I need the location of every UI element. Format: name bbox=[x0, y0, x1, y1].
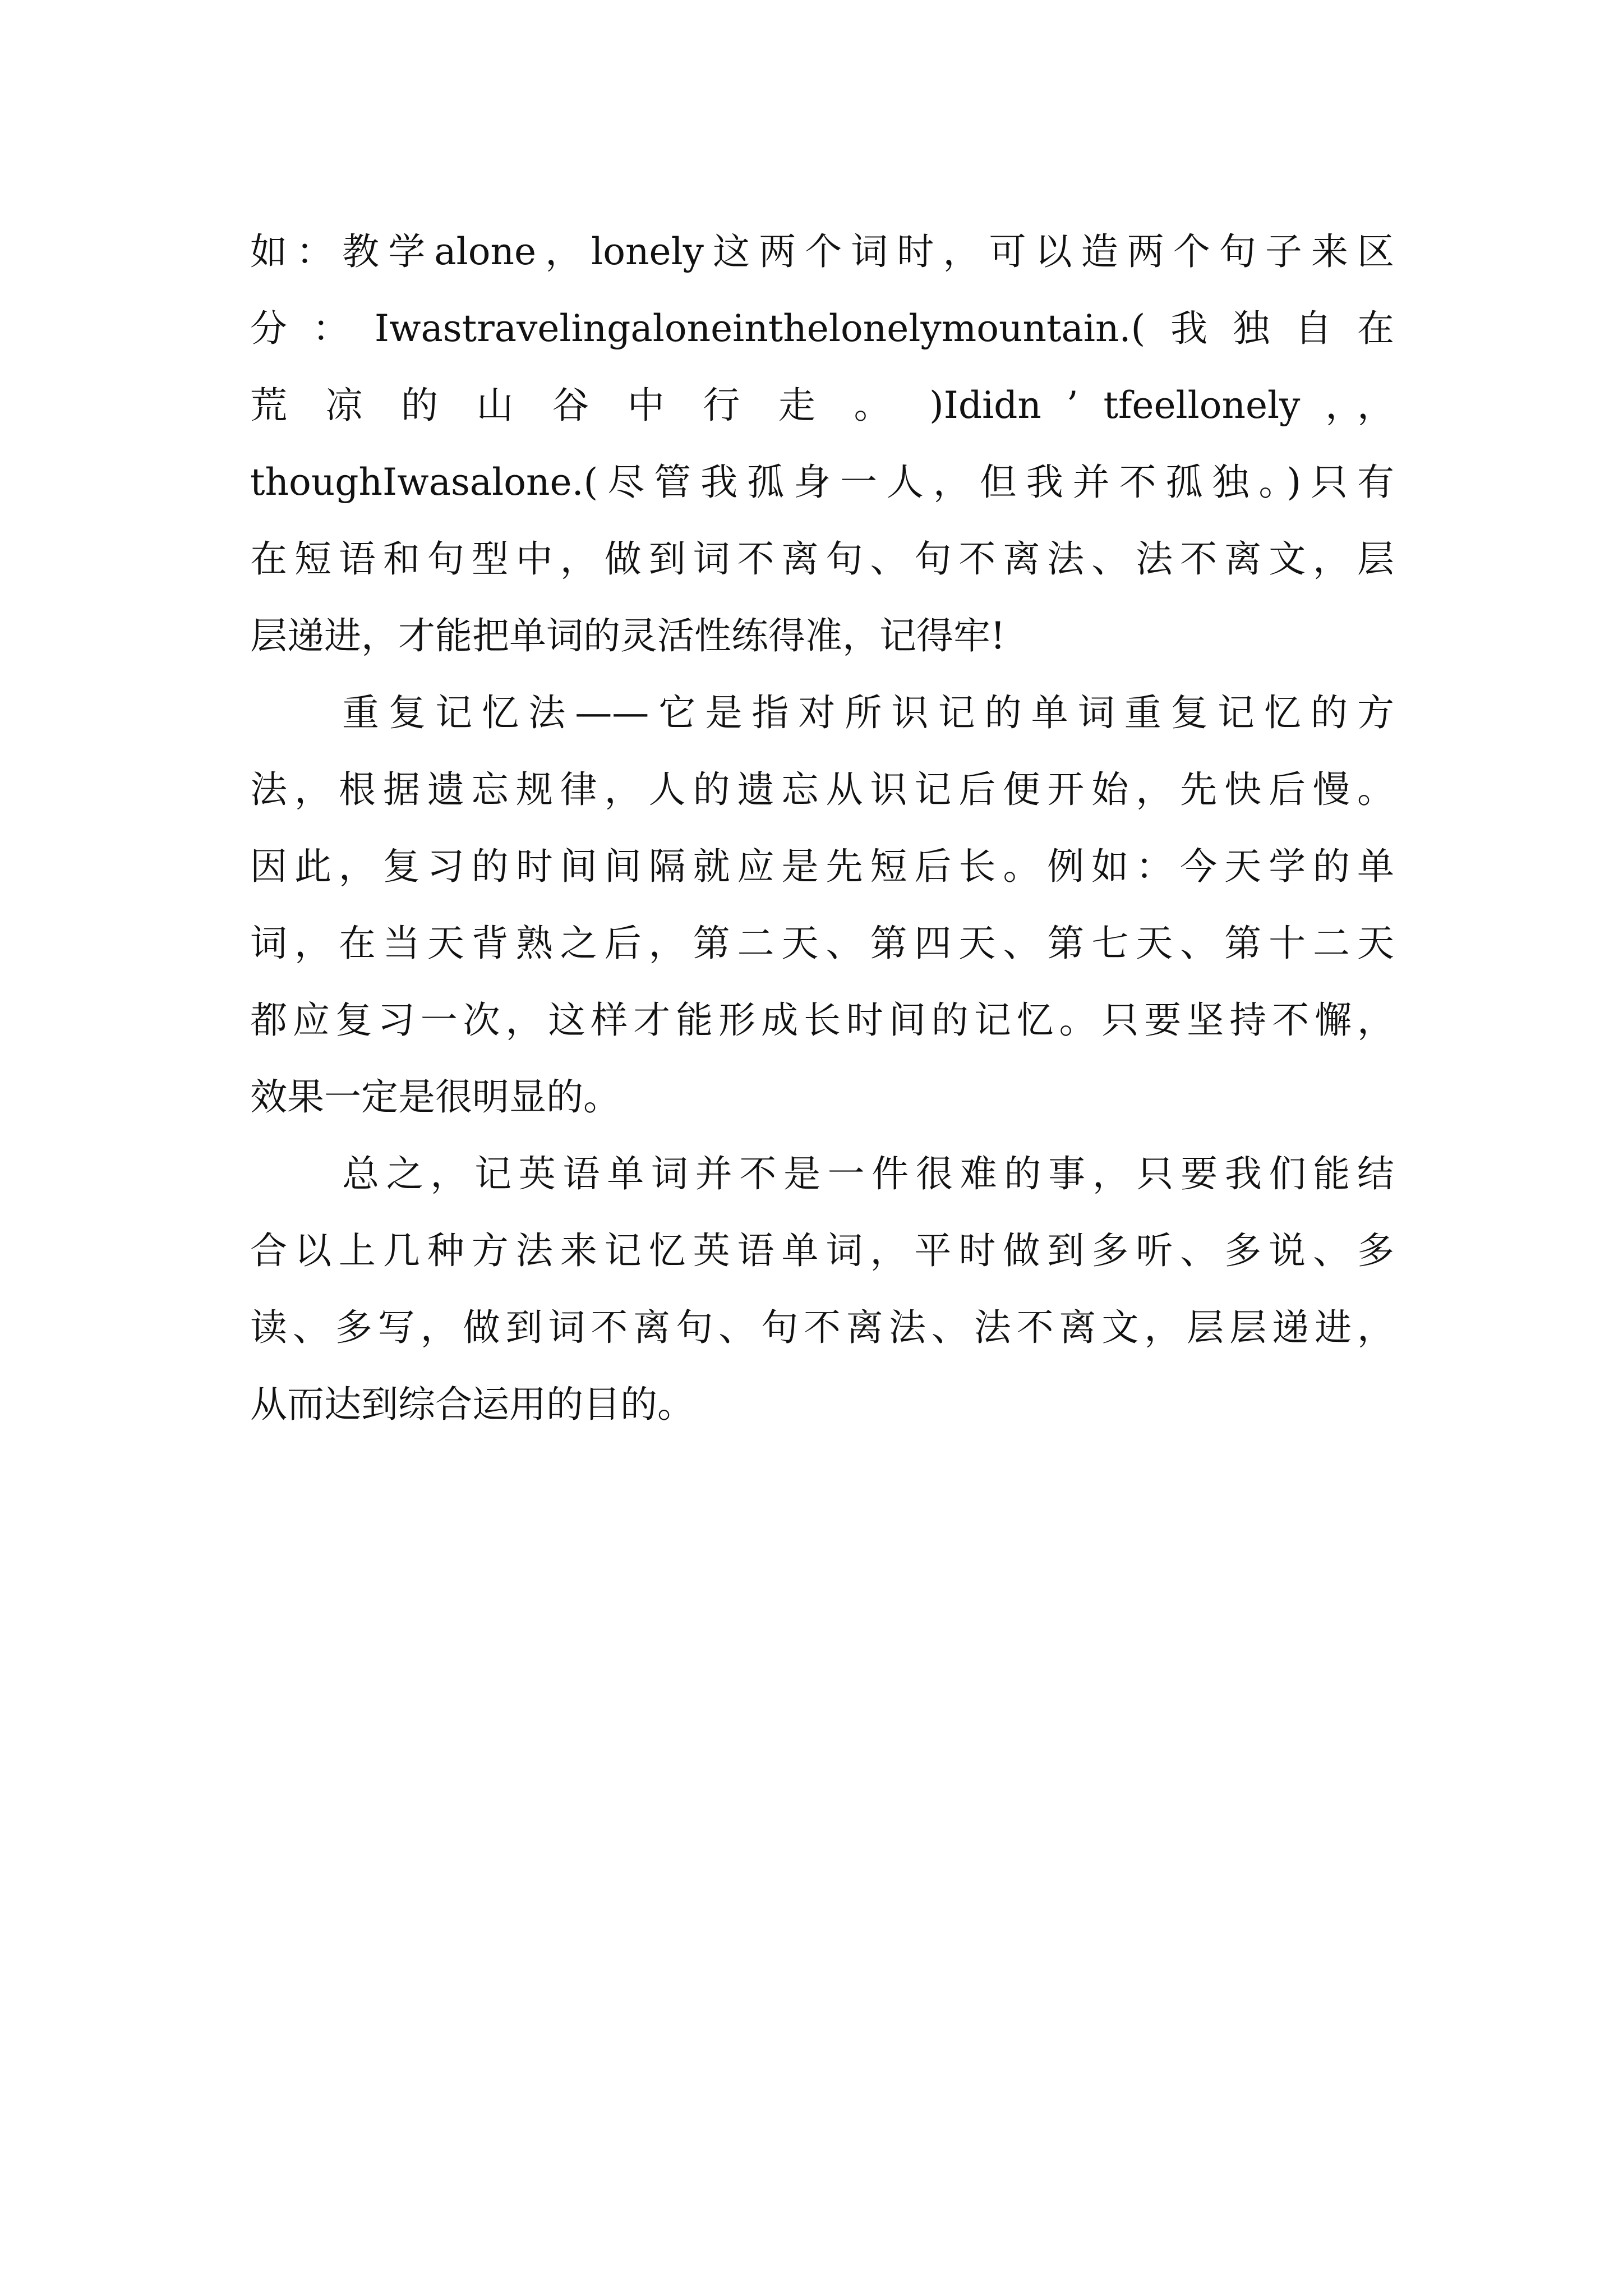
paragraph-first-line: 重复记忆法——它是指对所识记的单词重复记忆的方 bbox=[342, 691, 1394, 734]
text-line: 在短语和句型中，做到词不离句、句不离法、法不离文，层 bbox=[250, 537, 1394, 581]
text-line: 因此，复习的时间间隔就应是先短后长。例如：今天学的单 bbox=[250, 845, 1394, 888]
text-line: 效果一定是很明显的。 bbox=[250, 1075, 620, 1119]
text-line: 法，根据遗忘规律，人的遗忘从识记后便开始，先快后慢。 bbox=[250, 768, 1394, 811]
body-text bbox=[250, 213, 1394, 1443]
text-line: 合以上几种方法来记忆英语单词，平时做到多听、多说、多 bbox=[250, 1229, 1394, 1272]
text-line: thoughIwasalone.(尽管我孤身一人，但我并不孤独。)只有 bbox=[250, 461, 1394, 504]
text-line: 层递进，才能把单词的灵活性练得准，记得牢! bbox=[250, 614, 1006, 657]
text-line: 荒 凉 的 山 谷 中 行 走 。 )Ididn ’ tfeellonely ，， bbox=[250, 384, 1394, 427]
text-line: 都应复习一次，这样才能形成长时间的记忆。只要坚持不懈， bbox=[250, 999, 1394, 1042]
text-line: 如：教学alone，lonely这两个词时，可以造两个句子来区 bbox=[250, 230, 1394, 273]
paragraph-first-line: 总之，记英语单词并不是一件很难的事，只要我们能结 bbox=[342, 1152, 1394, 1195]
text-line: 读、多写，做到词不离句、句不离法、法不离文，层层递进， bbox=[250, 1306, 1394, 1349]
text-line: 从而达到综合运用的目的。 bbox=[250, 1383, 694, 1426]
text-line: 分：Iwastravelingaloneinthelonelymountain.(我独自在 bbox=[250, 307, 1394, 350]
text-line: 词，在当天背熟之后，第二天、第四天、第七天、第十二天 bbox=[250, 922, 1394, 965]
